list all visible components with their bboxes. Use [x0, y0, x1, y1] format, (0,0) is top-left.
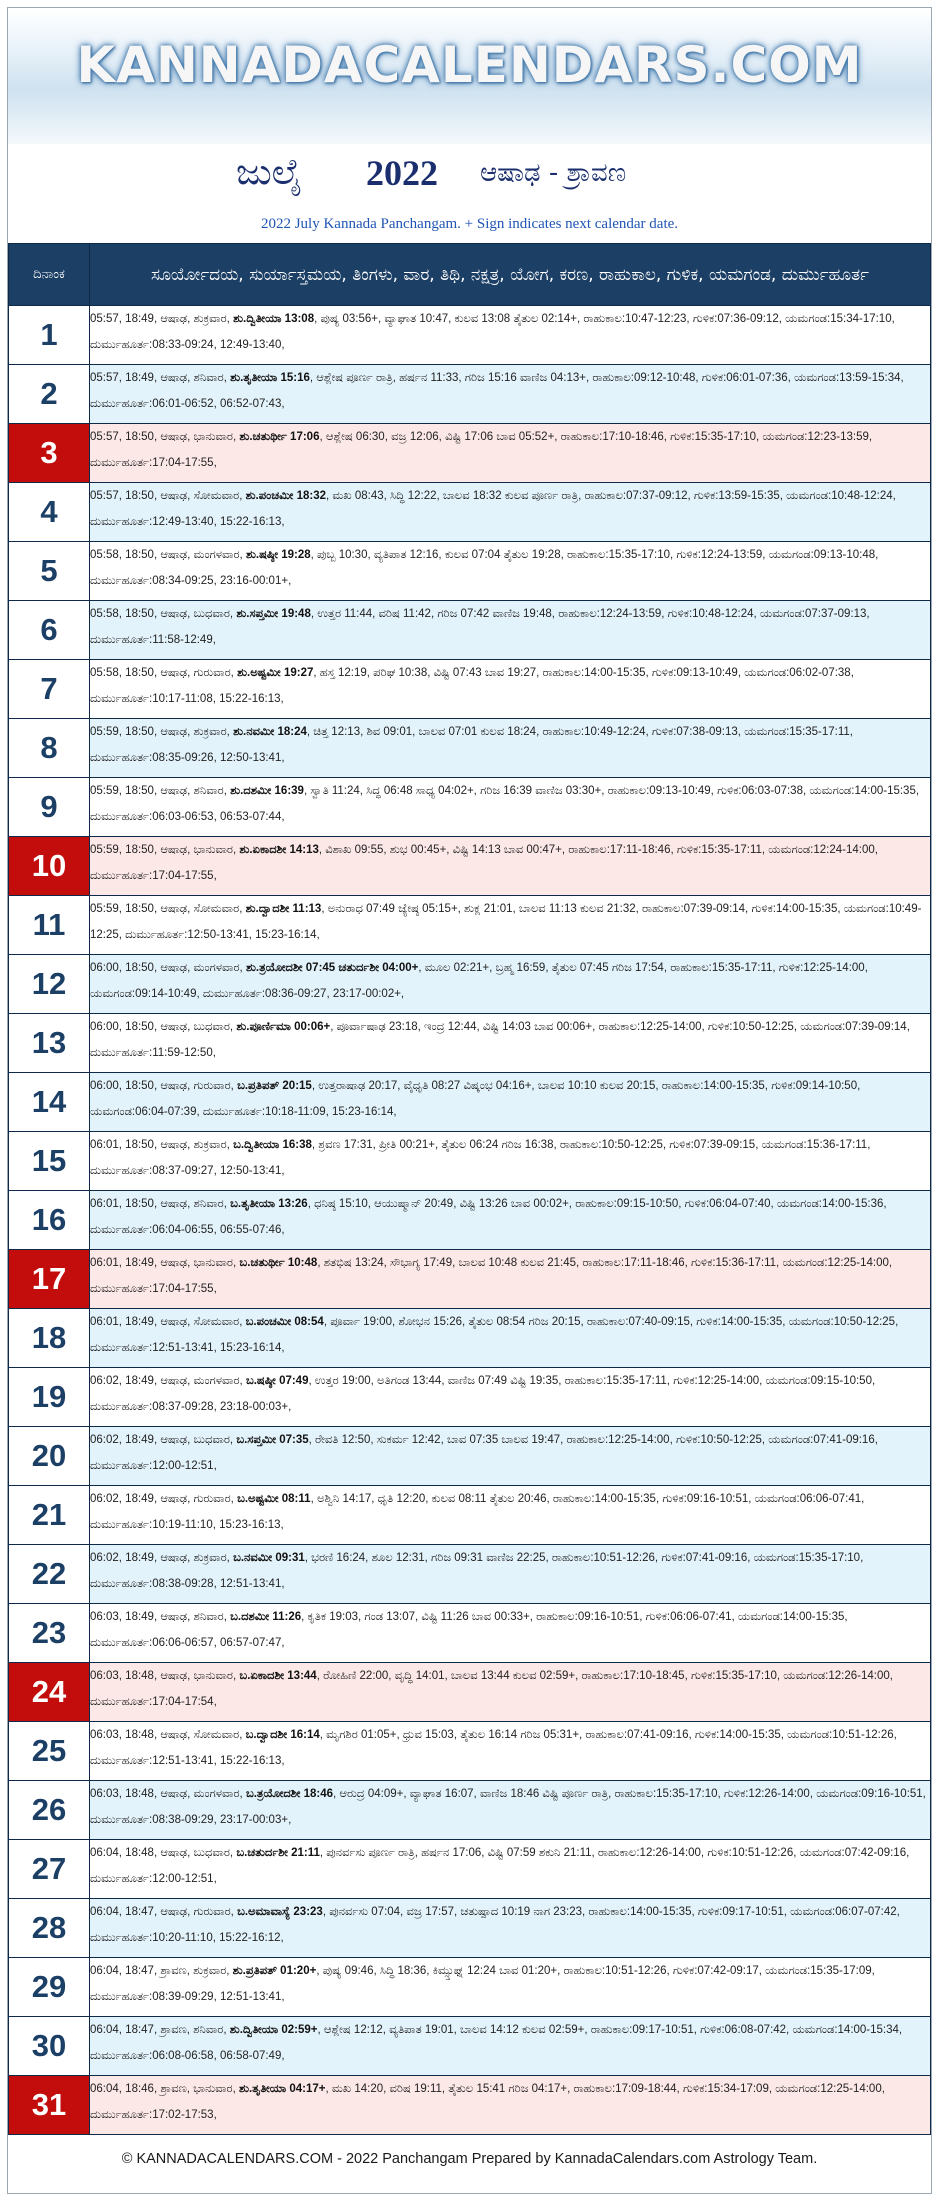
tithi: ಬ.ಅಷ್ಟಮೀ 08:11 — [237, 1493, 311, 1505]
tithi: ಬ.ನವಮೀ 09:31 — [233, 1552, 305, 1564]
day-number: 27 — [9, 1840, 90, 1899]
details-prefix: 06:01, 18:50, ಆಷಾಢ, ಶುಕ್ರವಾರ, — [90, 1139, 234, 1151]
day-number: 29 — [9, 1958, 90, 2017]
details-prefix: 06:02, 18:49, ಆಷಾಢ, ಬುಧವಾರ, — [90, 1434, 237, 1446]
tithi: ಬ.ದಶಮೀ 11:26 — [230, 1611, 302, 1623]
day-details — [90, 1545, 931, 1604]
table-row — [9, 1250, 931, 1309]
day-details — [90, 1191, 931, 1250]
table-row — [9, 1958, 931, 2017]
tithi: ಶು.ಚತುರ್ಥೀ 17:06 — [239, 431, 320, 443]
details-prefix: 06:03, 18:48, ಆಷಾಢ, ಮಂಗಳವಾರ, — [90, 1788, 246, 1800]
tithi: ಶು.ತ್ರಯೋದಶೀ 07:45 ಚತುರ್ದಶೀ 04:00+ — [245, 962, 419, 974]
day-number: 2 — [9, 365, 90, 424]
table-row — [9, 1486, 931, 1545]
details-prefix: 06:02, 18:49, ಆಷಾಢ, ಗುರುವಾರ, — [90, 1493, 238, 1505]
details-suffix: , ಮೂಲ 02:21+, ಬ್ರಹ್ಮ 16:59, ತೈತುಲ 07:45 ಗರಿಜ 17:54, ರಾಹುಕಾಲ:15:35-17:11, ಗುಳಿಕ:12:25-14:00, ಯಮಗಂಡ:09:14-10:49, ದುರ್ಮುಹೂರ್ತ:08:36-09:27, 23:17-00:02+, — [90, 962, 868, 1000]
details-prefix: 05:59, 18:50, ಆಷಾಢ, ಶನಿವಾರ, — [90, 785, 231, 797]
table-row — [9, 542, 931, 601]
panchangam-table — [8, 243, 931, 2135]
tithi: ಶು.ಸಪ್ತಮೀ 19:48 — [236, 608, 311, 620]
details-suffix: , ಪುಷ್ಯ 09:46, ಸಿದ್ಧಿ 18:36, ಕಿಮ್ಸ್ತುಘ್ನ 12:24 ಬಾವ 01:20+, ರಾಹುಕಾಲ:10:51-12:26, ಗುಳಿಕ:07:42-09:17, ಯಮಗಂಡ:15:35-17:09, ದುರ್ಮುಹೂರ್ತ:08:39-09:29, 12:51-13:41, — [90, 1965, 875, 2003]
day-details — [90, 306, 931, 365]
table-row — [9, 1781, 931, 1840]
details-suffix: , ಉತ್ತರಾಷಾಢ 20:17, ವೈಧೃತಿ 08:27 ವಿಷ್ಕಂಭ 04:16+, ಬಾಲವ 10:10 ಕುಲವ 20:15, ರಾಹುಕಾಲ:14:00-15:35, ಗುಳಿಕ:09:14-10:50, ಯಮಗಂಡ:06:04-07:39, ದುರ್ಮುಹೂರ್ತ:10:18-11:09, 15:23-16:14, — [90, 1080, 861, 1118]
table-row — [9, 1427, 931, 1486]
details-suffix: , ಆರುದ್ರ 04:09+, ವ್ಯಾಘಾತ 16:07, ವಾಣಿಜ 18:46 ವಿಷ್ಟಿ ಪೂರ್ಣ ರಾತ್ರಿ, ರಾಹುಕಾಲ:15:35-17:10, ಗುಳಿಕ:12:26-14:00, ಯಮಗಂಡ:09:16-10:51, ದುರ್ಮುಹೂರ್ತ:08:38-09:29, 23:17-00:03+, — [90, 1788, 926, 1826]
year: 2022 — [366, 153, 438, 193]
day-details — [90, 1427, 931, 1486]
day-details — [90, 1781, 931, 1840]
tithi: ಬ.ಸಪ್ತಮೀ 07:35 — [236, 1434, 309, 1446]
day-details — [90, 1250, 931, 1309]
table-row — [9, 1663, 931, 1722]
day-details — [90, 1663, 931, 1722]
day-number: 15 — [9, 1132, 90, 1191]
day-number: 3 — [9, 424, 90, 483]
details-prefix: 05:57, 18:49, ಆಷಾಢ, ಶನಿವಾರ, — [90, 372, 231, 384]
month-heading — [8, 144, 931, 204]
details-suffix: , ಪುಬ್ಬ 10:30, ವ್ಯತಿಪಾತ 12:16, ಕುಲವ 07:04 ತೈತುಲ 19:28, ರಾಹುಕಾಲ:15:35-17:10, ಗುಳಿಕ:12:24-13:59, ಯಮಗಂಡ:09:13-10:48, ದುರ್ಮುಹೂರ್ತ:08:34-09:25, 23:16-00:01+, — [90, 549, 879, 587]
details-suffix: , ಅಶ್ವಿನಿ 14:17, ಧೃತಿ 12:20, ಕುಲವ 08:11 ತೈತುಲ 20:46, ರಾಹುಕಾಲ:14:00-15:35, ಗುಳಿಕ:09:16-10:51, ಯಮಗಂಡ:06:06-07:41, ದುರ್ಮುಹೂರ್ತ:10:19-11:10, 15:23-16:13, — [90, 1493, 865, 1531]
details-suffix: , ಶತಭಿಷ 13:24, ಸೌಭಾಗ್ಯ 17:49, ಬಾಲವ 10:48 ಕುಲವ 21:45, ರಾಹುಕಾಲ:17:11-18:46, ಗುಳಿಕ:15:36-17:11, ಯಮಗಂಡ:12:25-14:00, ದುರ್ಮುಹೂರ್ತ:17:04-17:55, — [90, 1257, 893, 1295]
day-number: 14 — [9, 1073, 90, 1132]
tithi: ಶು.ಷಷ್ಠೀ 19:28 — [245, 549, 311, 561]
tithi: ಬ.ಪಂಚಮೀ 08:54 — [245, 1316, 324, 1328]
month-name: ಜುಲೈ — [236, 152, 303, 193]
table-row — [9, 1604, 931, 1663]
table-row — [9, 778, 931, 837]
tithi: ಶು.ಪ್ರತಿಪತ್ 01:20+ — [232, 1965, 317, 1977]
day-number: 22 — [9, 1545, 90, 1604]
day-number: 31 — [9, 2076, 90, 2135]
day-number: 11 — [9, 896, 90, 955]
day-number: 4 — [9, 483, 90, 542]
day-details — [90, 955, 931, 1014]
tithi: ಬ.ಅಮಾವಾಸ್ಯೆ 23:23 — [237, 1906, 323, 1918]
tithi: ಬ.ಚತುರ್ಥೀ 10:48 — [239, 1257, 318, 1269]
details-prefix: 05:57, 18:50, ಆಷಾಢ, ಭಾನುವಾರ, — [90, 431, 240, 443]
day-details — [90, 1132, 931, 1191]
day-details — [90, 483, 931, 542]
details-prefix: 06:00, 18:50, ಆಷಾಢ, ಬುಧವಾರ, — [90, 1021, 237, 1033]
details-prefix: 06:02, 18:49, ಆಷಾಢ, ಶುಕ್ರವಾರ, — [90, 1552, 234, 1564]
details-prefix: 06:03, 18:48, ಆಷಾಢ, ಸೋಮವಾರ, — [90, 1729, 246, 1741]
header-day-column: ದಿನಾಂಕ — [9, 244, 90, 306]
day-number: 17 — [9, 1250, 90, 1309]
details-prefix: 05:59, 18:50, ಆಷಾಢ, ಸೋಮವಾರ, — [90, 903, 246, 915]
details-prefix: 06:04, 18:47, ಆಷಾಢ, ಗುರುವಾರ, — [90, 1906, 238, 1918]
table-row — [9, 2017, 931, 2076]
details-prefix: 06:00, 18:50, ಆಷಾಢ, ಗುರುವಾರ, — [90, 1080, 238, 1092]
masa-name: ಆಷಾಢ - ಶ್ರಾವಣ — [480, 158, 627, 188]
details-prefix: 06:00, 18:50, ಆಷಾಢ, ಮಂಗಳವಾರ, — [90, 962, 246, 974]
day-details — [90, 1958, 931, 2017]
details-suffix: , ಚಿತ್ತ 12:13, ಶಿವ 09:01, ಬಾಲವ 07:01 ಕುಲವ 18:24, ರಾಹುಕಾಲ:10:49-12:24, ಗುಳಿಕ:07:38-09:13, ಯಮಗಂಡ:15:35-17:11, ದುರ್ಮುಹೂರ್ತ:08:35-09:26, 12:50-13:41, — [90, 726, 854, 764]
details-prefix: 05:57, 18:49, ಆಷಾಢ, ಶುಕ್ರವಾರ, — [90, 313, 234, 325]
day-number: 24 — [9, 1663, 90, 1722]
details-suffix: , ಮಖ 08:43, ಸಿದ್ಧಿ 12:22, ಬಾಲವ 18:32 ಕುಲವ ಪೂರ್ಣ ರಾತ್ರಿ, ರಾಹುಕಾಲ:07:37-09:12, ಗುಳಿಕ:13:59-15:35, ಯಮಗಂಡ:10:48-12:24, ದುರ್ಮುಹೂರ್ತ:12:49-13:40, 15:22-16:13, — [90, 490, 896, 528]
details-suffix: , ಅನುರಾಧ 07:49 ಜ್ಯೇಷ್ಠ 05:15+, ಶುಕ್ಲ 21:01, ಬಾಲವ 11:13 ಕುಲವ 21:32, ರಾಹುಕಾಲ:07:39-09:14, ಗುಳಿಕ:14:00-15:35, ಯಮಗಂಡ:10:49-12:25, ದುರ್ಮುಹೂರ್ತ:12:50-13:41, 15:23-16:14, — [90, 903, 922, 941]
tithi: ಬ.ದ್ವಾದಶೀ 16:14 — [245, 1729, 320, 1741]
details-suffix: , ವಿಶಾಖ 09:55, ಶುಭ 00:45+, ವಿಷ್ಟಿ 14:13 ಬಾವ 00:47+, ರಾಹುಕಾಲ:17:11-18:46, ಗುಳಿಕ:15:35-17:11, ಯಮಗಂಡ:12:24-14:00, ದುರ್ಮುಹೂರ್ತ:17:04-17:55, — [90, 844, 878, 882]
tithi: ಶು.ಅಷ್ಟಮೀ 19:27 — [237, 667, 314, 679]
details-prefix: 06:04, 18:46, ಶ್ರಾವಣ, ಭಾನುವಾರ, — [90, 2083, 240, 2095]
details-prefix: 05:58, 18:50, ಆಷಾಢ, ಗುರುವಾರ, — [90, 667, 238, 679]
table-row — [9, 601, 931, 660]
details-suffix: , ಮಖ 14:20, ವರಿಷ 19:11, ತೈತುಲ 15:41 ಗರಿಜ 04:17+, ರಾಹುಕಾಲ:17:09-18:44, ಗುಳಿಕ:15:34-17:09, ಯಮಗಂಡ:12:25-14:00, ದುರ್ಮುಹೂರ್ತ:17:02-17:53, — [90, 2083, 885, 2121]
tithi: ಶು.ಏಕಾದಶೀ 14:13 — [239, 844, 319, 856]
tithi: ಬ.ದ್ವಿತೀಯಾ 16:38 — [233, 1139, 312, 1151]
table-row — [9, 2076, 931, 2135]
day-details — [90, 2017, 931, 2076]
day-details — [90, 1604, 931, 1663]
day-details — [90, 719, 931, 778]
day-number: 16 — [9, 1191, 90, 1250]
details-prefix: 05:59, 18:50, ಆಷಾಢ, ಶುಕ್ರವಾರ, — [90, 726, 234, 738]
tithi: ಶು.ನವಮೀ 18:24 — [233, 726, 307, 738]
details-prefix: 06:04, 18:48, ಆಷಾಢ, ಬುಧವಾರ, — [90, 1847, 237, 1859]
details-suffix: , ರೇವತಿ 12:50, ಸುಕರ್ಮ 12:42, ಬಾವ 07:35 ಬಾಲವ 19:47, ರಾಹುಕಾಲ:12:25-14:00, ಗುಳಿಕ:10:50-12:25, ಯಮಗಂಡ:07:41-09:16, ದುರ್ಮುಹೂರ್ತ:12:00-12:51, — [90, 1434, 878, 1472]
day-details — [90, 896, 931, 955]
day-number: 19 — [9, 1368, 90, 1427]
table-row — [9, 424, 931, 483]
table-header-row — [9, 244, 931, 306]
table-row — [9, 1722, 931, 1781]
table-row — [9, 955, 931, 1014]
details-prefix: 06:01, 18:49, ಆಷಾಢ, ಸೋಮವಾರ, — [90, 1316, 246, 1328]
day-number: 1 — [9, 306, 90, 365]
details-suffix: , ಆಶ್ಲೇಷ 06:30, ವಜ್ರ 12:06, ವಿಷ್ಟಿ 17:06 ಬಾವ 05:52+, ರಾಹುಕಾಲ:17:10-18:46, ಗುಳಿಕ:15:35-17:10, ಯಮಗಂಡ:12:23-13:59, ದುರ್ಮುಹೂರ್ತ:17:04-17:55, — [90, 431, 873, 469]
day-number: 26 — [9, 1781, 90, 1840]
table-row — [9, 660, 931, 719]
tithi: ಶು.ದ್ವಿತೀಯಾ 02:59+ — [229, 2024, 318, 2036]
details-prefix: 05:57, 18:50, ಆಷಾಢ, ಸೋಮವಾರ, — [90, 490, 246, 502]
tithi: ಶು.ಪೂರ್ಣಿಮಾ 00:06+ — [236, 1021, 331, 1033]
details-suffix: , ಪೂರ್ವಾ 19:00, ಶೋಭನ 15:26, ತೈತುಲ 08:54 ಗರಿಜ 20:15, ರಾಹುಕಾಲ:07:40-09:15, ಗುಳಿಕ:14:00-15:35, ಯಮಗಂಡ:10:50-12:25, ದುರ್ಮುಹೂರ್ತ:12:51-13:41, 15:23-16:14, — [90, 1316, 899, 1354]
day-details — [90, 1073, 931, 1132]
day-details — [90, 365, 931, 424]
tithi: ಬ.ತೃತೀಯಾ 13:26 — [230, 1198, 308, 1210]
day-number: 6 — [9, 601, 90, 660]
day-number: 9 — [9, 778, 90, 837]
details-suffix: , ಹಸ್ತ 12:19, ಪರಿಘ 10:38, ವಿಷ್ಟಿ 07:43 ಬಾವ 19:27, ರಾಹುಕಾಲ:14:00-15:35, ಗುಳಿಕ:09:13-10:49, ಯಮಗಂಡ:06:02-07:38, ದುರ್ಮುಹೂರ್ತ:10:17-11:08, 15:22-16:13, — [90, 667, 854, 705]
site-title[interactable]: KANNADACALENDARS.COM — [76, 36, 863, 94]
day-details — [90, 1014, 931, 1073]
tithi: ಬ.ಪ್ರತಿಪತ್ 20:15 — [237, 1080, 312, 1092]
table-row — [9, 1191, 931, 1250]
day-details — [90, 660, 931, 719]
tithi: ಬ.ಷಷ್ಠೀ 07:49 — [245, 1375, 309, 1387]
table-row — [9, 1309, 931, 1368]
day-number: 30 — [9, 2017, 90, 2076]
details-suffix: , ಕೃತಿಕ 19:03, ಗಂಡ 13:07, ವಿಷ್ಟಿ 11:26 ಬಾವ 00:33+, ರಾಹುಕಾಲ:09:16-10:51, ಗುಳಿಕ:06:06-07:41, ಯಮಗಂಡ:14:00-15:35, ದುರ್ಮುಹೂರ್ತ:06:06-06:57, 06:57-07:47, — [90, 1611, 848, 1649]
day-details — [90, 424, 931, 483]
header-details-column: ಸೂರ್ಯೋದಯ, ಸುರ್ಯಾಸ್ತಮಯ, ತಿಂಗಳು, ವಾರ, ತಿಥಿ, ನಕ್ಷತ್ರ, ಯೋಗ, ಕರಣ, ರಾಹುಕಾಲ, ಗುಳಿಕ, ಯಮಗಂಡ, ದುರ್ಮುಹೂರ್ತ — [90, 244, 931, 306]
tithi: ಶು.ಪಂಚಮೀ 18:32 — [245, 490, 326, 502]
table-row — [9, 719, 931, 778]
table-body — [9, 306, 931, 2135]
details-suffix: , ಪುಷ್ಯ 03:56+, ವ್ಯಾಘಾತ 10:47, ಕುಲವ 13:08 ತೈತುಲ 02:14+, ರಾಹುಕಾಲ:10:47-12:23, ಗುಳಿಕ:07:36-09:12, ಯಮಗಂಡ:15:34-17:10, ದುರ್ಮುಹೂರ್ತ:08:33-09:24, 12:49-13:40, — [90, 313, 895, 351]
details-prefix: 06:03, 18:48, ಆಷಾಢ, ಭಾನುವಾರ, — [90, 1670, 240, 1682]
day-number: 21 — [9, 1486, 90, 1545]
details-prefix: 06:04, 18:47, ಶ್ರಾವಣ, ಶನಿವಾರ, — [90, 2024, 230, 2036]
details-suffix: , ಶ್ರವಣ 17:31, ಪ್ರೀತಿ 00:21+, ತೈತುಲ 06:24 ಗರಿಜ 16:38, ರಾಹುಕಾಲ:10:50-12:25, ಗುಳಿಕ:07:39-09:15, ಯಮಗಂಡ:15:36-17:11, ದುರ್ಮುಹೂರ್ತ:08:37-09:27, 12:50-13:41, — [90, 1139, 871, 1177]
details-suffix: , ಉತ್ತರ 11:44, ವರಿಷ 11:42, ಗರಿಜ 07:42 ವಾಣಿಜ 19:48, ರಾಹುಕಾಲ:12:24-13:59, ಗುಳಿಕ:10:48-12:24, ಯಮಗಂಡ:07:37-09:13, ದುರ್ಮುಹೂರ್ತ:11:58-12:49, — [90, 608, 870, 646]
table-row — [9, 1073, 931, 1132]
table-row — [9, 837, 931, 896]
day-number: 18 — [9, 1309, 90, 1368]
details-suffix: , ಪುನರ್ವಸು 07:04, ವಜ್ರ 17:57, ಚತುಷ್ಪಾದ 10:19 ನಾಗ 23:23, ರಾಹುಕಾಲ:14:00-15:35, ಗುಳಿಕ:09:17-10:51, ಯಮಗಂಡ:06:07-07:42, ದುರ್ಮುಹೂರ್ತ:10:20-11:10, 15:22-16:12, — [90, 1906, 900, 1944]
details-suffix: , ಸ್ವಾತಿ 11:24, ಸಿದ್ಧ 06:48 ಸಾಧ್ಯ 04:02+, ಗರಿಜ 16:39 ವಾಣಿಜ 03:30+, ರಾಹುಕಾಲ:09:13-10:49, ಗುಳಿಕ:06:03-07:38, ಯಮಗಂಡ:14:00-15:35, ದುರ್ಮುಹೂರ್ತ:06:03-06:53, 06:53-07:44, — [90, 785, 920, 823]
day-details — [90, 2076, 931, 2135]
details-prefix: 05:59, 18:50, ಆಷಾಢ, ಭಾನುವಾರ, — [90, 844, 240, 856]
table-row — [9, 1545, 931, 1604]
details-suffix: , ರೋಹಿಣಿ 22:00, ವೃದ್ಧಿ 14:01, ಬಾಲವ 13:44 ಕುಲವ 02:59+, ರಾಹುಕಾಲ:17:10-18:45, ಗುಳಿಕ:15:35-17:10, ಯಮಗಂಡ:12:26-14:00, ದುರ್ಮುಹೂರ್ತ:17:04-17:54, — [90, 1670, 893, 1708]
day-details — [90, 1722, 931, 1781]
tithi: ಬ.ತ್ರಯೋದಶೀ 18:46 — [245, 1788, 334, 1800]
day-number: 13 — [9, 1014, 90, 1073]
day-details — [90, 1309, 931, 1368]
details-suffix: , ಪುನರ್ವಸು ಪೂರ್ಣ ರಾತ್ರಿ, ಹರ್ಷನ 17:06, ವಿಷ್ಟಿ 07:59 ಶಕುನಿ 21:11, ರಾಹುಕಾಲ:12:26-14:00, ಗುಳಿಕ:10:51-12:26, ಯಮಗಂಡ:07:42-09:16, ದುರ್ಮುಹೂರ್ತ:12:00-12:51, — [90, 1847, 910, 1885]
table-row — [9, 1899, 931, 1958]
tithi: ಶು.ದಶಮೀ 16:39 — [230, 785, 304, 797]
details-suffix: , ಉತ್ತರ 19:00, ಅತಿಗಂಡ 13:44, ವಾಣಿಜ 07:49 ವಿಷ್ಟಿ 19:35, ರಾಹುಕಾಲ:15:35-17:11, ಗುಳಿಕ:12:25-14:00, ಯಮಗಂಡ:09:15-10:50, ದುರ್ಮುಹೂರ್ತ:08:37-09:28, 23:18-00:03+, — [90, 1375, 876, 1413]
day-number: 28 — [9, 1899, 90, 1958]
day-details — [90, 1486, 931, 1545]
details-prefix: 06:03, 18:49, ಆಷಾಢ, ಶನಿವಾರ, — [90, 1611, 231, 1623]
tithi: ಬ.ಚತುರ್ದಶೀ 21:11 — [236, 1847, 320, 1859]
details-suffix: , ಪೂರ್ವಾಷಾಢ 23:18, ಇಂದ್ರ 12:44, ವಿಷ್ಟಿ 14:03 ಬಾವ 00:06+, ರಾಹುಕಾಲ:12:25-14:00, ಗುಳಿಕ:10:50-12:25, ಯಮಗಂಡ:07:39-09:14, ದುರ್ಮುಹೂರ್ತ:11:59-12:50, — [90, 1021, 910, 1059]
day-details — [90, 1840, 931, 1899]
table-row — [9, 1014, 931, 1073]
details-prefix: 05:58, 18:50, ಆಷಾಢ, ಮಂಗಳವಾರ, — [90, 549, 246, 561]
day-details — [90, 1368, 931, 1427]
details-suffix: , ಮೃಗಶಿರ 01:05+, ಧ್ರುವ 15:03, ತೈತುಲ 16:14 ಗರಿಜ 05:31+, ರಾಹುಕಾಲ:07:41-09:16, ಗುಳಿಕ:14:00-15:35, ಯಮಗಂಡ:10:51-12:26, ದುರ್ಮುಹೂರ್ತ:12:51-13:41, 15:22-16:13, — [90, 1729, 897, 1767]
tithi: ಶು.ತೃತೀಯಾ 15:16 — [230, 372, 310, 384]
table-row — [9, 365, 931, 424]
details-prefix: 06:04, 18:47, ಶ್ರಾವಣ, ಶುಕ್ರವಾರ, — [90, 1965, 233, 1977]
details-suffix: , ಆಶ್ಲೇಷ 12:12, ವ್ಯತಿಪಾತ 19:01, ಬಾಲವ 14:12 ಕುಲವ 02:59+, ರಾಹುಕಾಲ:09:17-10:51, ಗುಳಿಕ:06:08-07:42, ಯಮಗಂಡ:14:00-15:34, ದುರ್ಮುಹೂರ್ತ:06:08-06:58, 06:58-07:49, — [90, 2024, 903, 2062]
details-prefix: 06:02, 18:49, ಆಷಾಢ, ಮಂಗಳವಾರ, — [90, 1375, 246, 1387]
day-number: 12 — [9, 955, 90, 1014]
day-details — [90, 601, 931, 660]
table-row — [9, 1840, 931, 1899]
table-row — [9, 483, 931, 542]
table-row — [9, 306, 931, 365]
day-details — [90, 837, 931, 896]
tithi: ಬ.ಏಕಾದಶೀ 13:44 — [239, 1670, 317, 1682]
day-number: 7 — [9, 660, 90, 719]
day-number: 25 — [9, 1722, 90, 1781]
details-suffix: , ಧನಿಷ್ಠ 15:10, ಆಯುಷ್ಮಾನ್ 20:49, ವಿಷ್ಟಿ 13:26 ಬಾವ 00:02+, ರಾಹುಕಾಲ:09:15-10:50, ಗುಳಿಕ:06:04-07:40, ಯಮಗಂಡ:14:00-15:36, ದುರ್ಮುಹೂರ್ತ:06:04-06:55, 06:55-07:46, — [90, 1198, 887, 1236]
tithi: ಶು.ದ್ವಿತೀಯಾ 13:08 — [233, 313, 315, 325]
day-number: 10 — [9, 837, 90, 896]
day-details — [90, 778, 931, 837]
day-number: 8 — [9, 719, 90, 778]
day-details — [90, 1899, 931, 1958]
details-prefix: 06:01, 18:49, ಆಷಾಢ, ಭಾನುವಾರ, — [90, 1257, 240, 1269]
details-suffix: , ಆಶ್ಲೇಷ ಪೂರ್ಣ ರಾತ್ರಿ, ಹರ್ಷನ 11:33, ಗರಿಜ 15:16 ವಾಣಿಜ 04:13+, ರಾಹುಕಾಲ:09:12-10:48, ಗುಳಿಕ:06:01-07:36, ಯಮಗಂಡ:13:59-15:34, ದುರ್ಮುಹೂರ್ತ:06:01-06:52, 06:52-07:43, — [90, 372, 904, 410]
day-number: 20 — [9, 1427, 90, 1486]
day-number: 5 — [9, 542, 90, 601]
details-prefix: 05:58, 18:50, ಆಷಾಢ, ಬುಧವಾರ, — [90, 608, 237, 620]
site-banner — [8, 8, 931, 144]
day-details — [90, 542, 931, 601]
tithi: ಶು.ತೃತೀಯಾ 04:17+ — [239, 2083, 326, 2095]
subtitle: 2022 July Kannada Panchangam. + Sign indicates next calendar date. — [260, 216, 679, 232]
day-number: 23 — [9, 1604, 90, 1663]
table-row — [9, 1368, 931, 1427]
footer-copyright: © KANNADACALENDARS.COM - 2022 Panchangam Prepared by KannadaCalendars.com Astrology Team. — [121, 2151, 818, 2167]
details-prefix: 06:01, 18:50, ಆಷಾಢ, ಶನಿವಾರ, — [90, 1198, 231, 1210]
table-row — [9, 1132, 931, 1191]
details-suffix: , ಭರಣಿ 16:24, ಶೂಲ 12:31, ಗರಿಜ 09:31 ವಾಣಿಜ 22:25, ರಾಹುಕಾಲ:10:51-12:26, ಗುಳಿಕ:07:41-09:16, ಯಮಗಂಡ:15:35-17:10, ದುರ್ಮುಹೂರ್ತ:08:38-09:28, 12:51-13:41, — [90, 1552, 864, 1590]
tithi: ಶು.ದ್ವಾದಶೀ 11:13 — [245, 903, 322, 915]
table-row — [9, 896, 931, 955]
